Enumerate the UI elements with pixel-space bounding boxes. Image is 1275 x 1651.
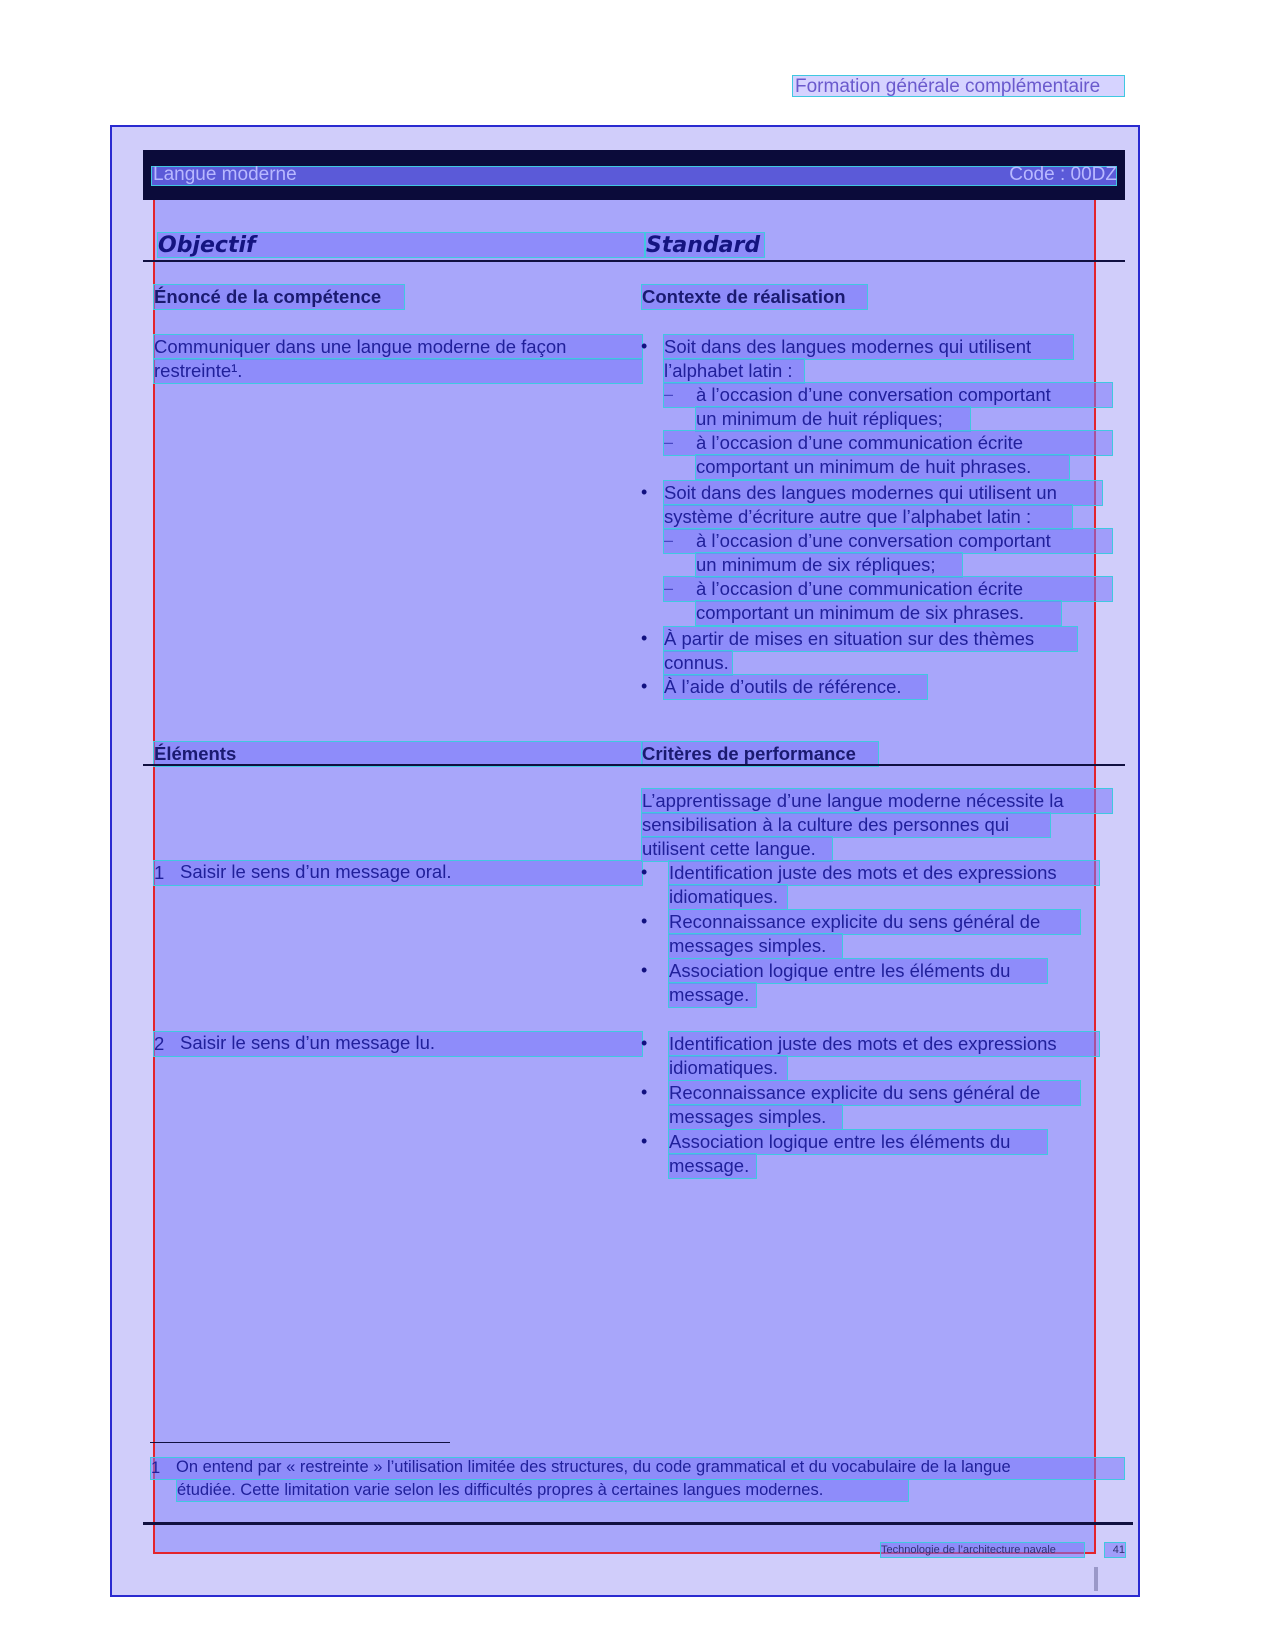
criteria-intro-line1: L’apprentissage d’une langue moderne nécessite la xyxy=(641,788,1113,814)
footnote-line2: étudiée. Cette limitation varie selon les difficultés propres à certaines langues modernes. xyxy=(176,1479,909,1502)
bullet: • xyxy=(641,482,648,502)
footer-rule xyxy=(143,1522,1133,1525)
margin-mark xyxy=(1094,1567,1098,1591)
bullet: • xyxy=(641,862,648,882)
element-2-text: Saisir le sens d’un message lu. xyxy=(180,1032,436,1053)
context-item-4-line1: Soit dans des langues modernes qui utilisent un xyxy=(663,480,1103,506)
element-1-text: Saisir le sens d’un message oral. xyxy=(180,861,452,882)
banner-title: Langue moderne xyxy=(153,164,297,185)
bullet: • xyxy=(641,960,648,980)
heading-rule xyxy=(143,260,1125,262)
competence-text-line1: Communiquer dans une langue moderne de façon xyxy=(153,334,643,360)
element-1-criterion-3-line2: message. xyxy=(668,982,757,1008)
footer-title: Technologie de l’architecture navale xyxy=(880,1542,1085,1558)
bullet: • xyxy=(641,1082,648,1102)
competence-heading: Énoncé de la compétence xyxy=(153,284,405,310)
context-item-4-line2: système d’écriture autre que l’alphabet latin : xyxy=(663,504,1073,530)
bullet: • xyxy=(641,628,648,648)
bullet: • xyxy=(641,336,648,356)
element-2-criterion-1-line1: Identification juste des mots et des expressions xyxy=(668,1031,1100,1057)
context-item-2-line2: un minimum de huit répliques; xyxy=(695,406,971,432)
element-1-criterion-3-line1: Association logique entre les éléments du xyxy=(668,958,1048,984)
element-1-criterion-1-line1: Identification juste des mots et des expressions xyxy=(668,860,1100,886)
context-item-5-line1: à l’occasion d’une conversation comportant xyxy=(663,528,1113,554)
objective-heading: Objectif xyxy=(157,232,645,258)
element-2-criterion-2-line1: Reconnaissance explicite du sens général de xyxy=(668,1080,1081,1106)
competence-text-line2: restreinte¹. xyxy=(153,358,643,384)
bullet: • xyxy=(641,1131,648,1151)
bullet: • xyxy=(641,676,648,696)
element-2-criterion-3-line1: Association logique entre les éléments du xyxy=(668,1129,1048,1155)
context-item-5-line2: un minimum de six répliques; xyxy=(695,552,963,578)
footnote-separator xyxy=(150,1442,450,1443)
element-1-number: 1 xyxy=(153,860,643,886)
element-2-criterion-1-line2: idiomatiques. xyxy=(668,1055,788,1081)
element-2-number: 2 xyxy=(153,1031,643,1057)
context-item-1-line2: l’alphabet latin : xyxy=(663,358,805,384)
context-item-7-line2: connus. xyxy=(663,650,733,676)
title-banner xyxy=(143,150,1125,200)
criteria-intro-line2: sensibilisation à la culture des personnes qui xyxy=(641,812,1051,838)
bullet: • xyxy=(641,911,648,931)
element-1-criterion-2-line1: Reconnaissance explicite du sens général de xyxy=(668,909,1081,935)
footer-page-number: 41 xyxy=(1104,1542,1126,1558)
context-item-2-line1: à l’occasion d’une conversation comportant xyxy=(663,382,1113,408)
element-1-criterion-2-line2: messages simples. xyxy=(668,933,843,959)
elements-heading: Éléments xyxy=(153,741,643,767)
element-2-criterion-2-line2: messages simples. xyxy=(668,1104,843,1130)
context-item-3-line1: à l’occasion d’une communication écrite xyxy=(663,430,1113,456)
context-heading: Contexte de réalisation xyxy=(641,284,868,310)
element-1-criterion-1-line2: idiomatiques. xyxy=(668,884,788,910)
criteria-intro-line3: utilisent cette langue. xyxy=(641,836,833,862)
running-header: Formation générale complémentaire xyxy=(792,75,1125,97)
context-item-7-line1: À partir de mises en situation sur des thèmes xyxy=(663,626,1078,652)
criteria-heading: Critères de performance xyxy=(641,741,879,767)
context-item-6-line2: comportant un minimum de six phrases. xyxy=(695,600,1062,626)
element-2-criterion-3-line2: message. xyxy=(668,1153,757,1179)
footnote-line1: On entend par « restreinte » l’utilisation limitée des structures, du code grammatical et du vocabulaire de la langue xyxy=(176,1458,1011,1476)
bullet: • xyxy=(641,1033,648,1053)
elements-rule xyxy=(143,764,1125,766)
context-item-1-line1: Soit dans des langues modernes qui utilisent xyxy=(663,334,1074,360)
banner-code: Code : 00DZ xyxy=(1009,164,1117,185)
context-item-3-line2: comportant un minimum de huit phrases. xyxy=(695,454,1070,480)
standard-heading: Standard xyxy=(645,232,765,258)
context-item-8: À l’aide d’outils de référence. xyxy=(663,674,928,700)
footnote-number: 1 xyxy=(150,1457,1125,1480)
context-item-6-line1: à l’occasion d’une communication écrite xyxy=(663,576,1113,602)
